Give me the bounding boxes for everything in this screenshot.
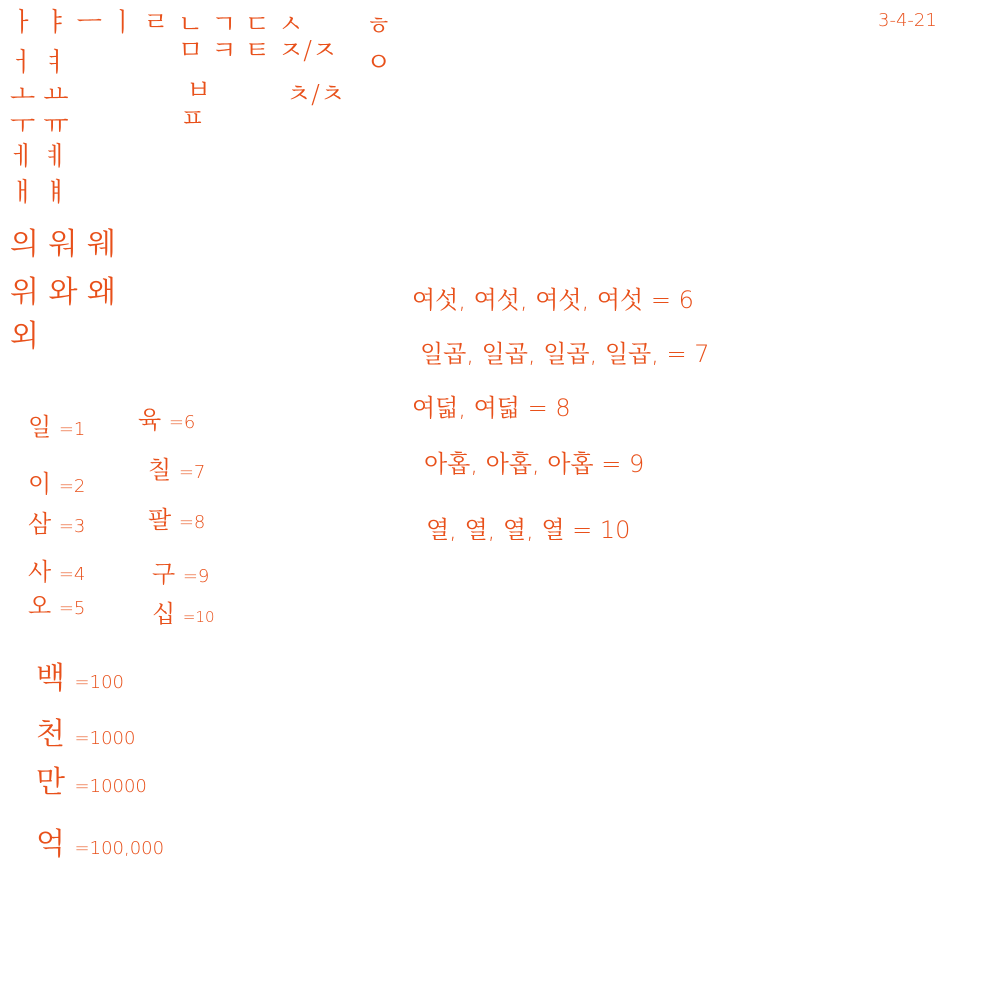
consonant-hieut: ㅎ bbox=[366, 12, 392, 42]
native-number-line: 일곱, 일곱, 일곱, 일곱, = 7 bbox=[420, 340, 710, 368]
consonant-row: ㄴ ㄱ ㄷ ㅅ bbox=[178, 10, 304, 40]
date-label: 3-4-21 bbox=[878, 10, 937, 31]
native-number-line: 열, 열, 열, 열 = 10 bbox=[426, 516, 631, 544]
sino-number: 오 =5 bbox=[28, 592, 86, 620]
native-number-line: 아홉, 아홉, 아홉 = 9 bbox=[424, 450, 645, 478]
diphthong-row: 외 bbox=[10, 319, 39, 354]
native-number-line: 여덟, 여덟 = 8 bbox=[412, 394, 571, 422]
diphthong-row: 의 워 웨 bbox=[10, 227, 117, 262]
consonant-row: ㅍ bbox=[180, 104, 206, 134]
sino-number: 구 =9 bbox=[152, 560, 210, 588]
large-number: 억 =100,000 bbox=[36, 827, 165, 862]
native-number-line: 여섯, 여섯, 여섯, 여섯 = 6 bbox=[412, 286, 694, 314]
sino-number: 육 =6 bbox=[138, 406, 196, 434]
consonant-ieung: ㅇ bbox=[366, 48, 392, 78]
large-number: 만 =10000 bbox=[36, 765, 147, 800]
vowel-row: ㅔ ㅖ bbox=[10, 142, 69, 172]
sino-number: 팔 =8 bbox=[148, 506, 206, 534]
consonant-row: ㅂ bbox=[186, 76, 212, 106]
sino-number: 이 =2 bbox=[28, 470, 86, 498]
diphthong-row: 위 와 왜 bbox=[10, 275, 117, 310]
vowel-row: ㅗ ㅛ bbox=[10, 80, 69, 110]
consonant-row: ㅁ ㅋ ㅌ ㅈ/ㅈ bbox=[178, 36, 338, 66]
large-number: 천 =1000 bbox=[36, 717, 136, 752]
sino-number: 십 =10 bbox=[152, 600, 215, 628]
vowel-row: ㅜ ㅠ bbox=[10, 111, 69, 141]
sino-number: 사 =4 bbox=[28, 558, 86, 586]
large-number: 백 =100 bbox=[36, 661, 124, 696]
consonant-chieut: ㅊ/ㅊ bbox=[286, 80, 345, 110]
vowel-row: ㅐ ㅒ bbox=[10, 178, 69, 208]
sino-number: 칠 =7 bbox=[148, 456, 206, 484]
vowel-row: ㅏ ㅑ ㅡ ㅣ ㄹ bbox=[10, 8, 169, 38]
vowel-row: ㅓ ㅕ bbox=[10, 48, 69, 78]
sino-number: 삼 =3 bbox=[28, 510, 86, 538]
sino-number: 일 =1 bbox=[28, 413, 86, 441]
